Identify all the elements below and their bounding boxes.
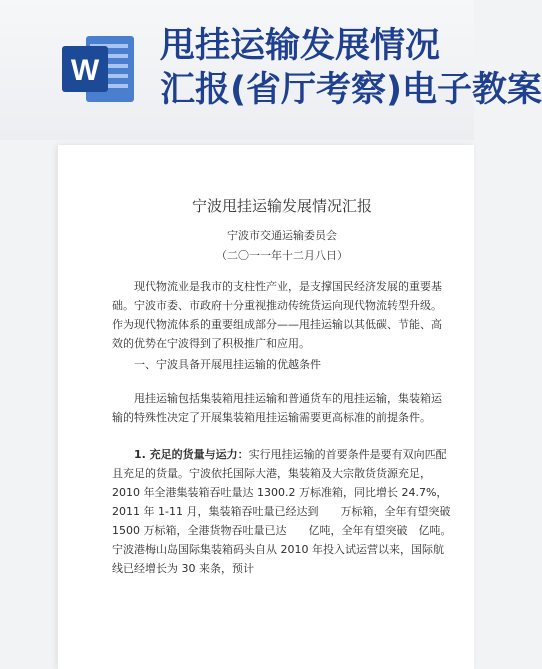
document-org: 宁波市交通运输委员会: [227, 229, 337, 242]
document-page: [58, 145, 474, 669]
banner-title-line2: 汇报(省厅考察)电子教案: [160, 70, 542, 110]
paragraph-scope: 甩挂运输包括集装箱甩挂运输和普通货车的甩挂运输，集装箱运输的特殊性决定了开展集装箱甩挂运输需要更高标准的前提条件。: [112, 392, 442, 424]
banner-title-line1: 甩挂运输发展情况: [160, 26, 441, 66]
section-heading-1: 一、宁波具备开展甩挂运输的优越条件: [134, 358, 321, 371]
word-document-icon: [60, 30, 138, 108]
word-letter: W: [70, 54, 100, 87]
paragraph-cargo: [112, 445, 452, 578]
banner-title: [160, 24, 542, 112]
paragraph-cargo-text: 实行甩挂运输的首要条件是要有双向匹配且充足的货量。宁波依托国际大港，集装箱及大宗散货货源充足，2010 年全港集装箱吞吐量达 1300.2 万标准箱，同比增长 24.7%，2011 年 1-11 月，集装箱吞吐量已经达到 万标箱，全年有望突破 1500 万标箱，全港货物吞吐量已达 亿吨，全年有望突破 亿吨。宁波港梅山岛国际集装箱码头自从 2010 年投入试运营以来，国际航线已经增长为 30 来条，预计: [112, 448, 452, 575]
document-title: 宁波甩挂运输发展情况汇报: [191, 197, 372, 215]
document-date: （二〇一一年十二月八日）: [216, 249, 348, 262]
banner: [0, 0, 542, 140]
paragraph-intro: 现代物流业是我市的支柱性产业，是支撑国民经济发展的重要基础。宁波市委、市政府十分重视推动传统货运向现代物流转型升级。作为现代物流体系的重要组成部分——甩挂运输以其低碳、节能、高效的优势在宁波得到了积极推广和应用。: [112, 280, 442, 350]
paragraph-cargo-lead: 1. 充足的货量与运力：: [134, 448, 249, 461]
